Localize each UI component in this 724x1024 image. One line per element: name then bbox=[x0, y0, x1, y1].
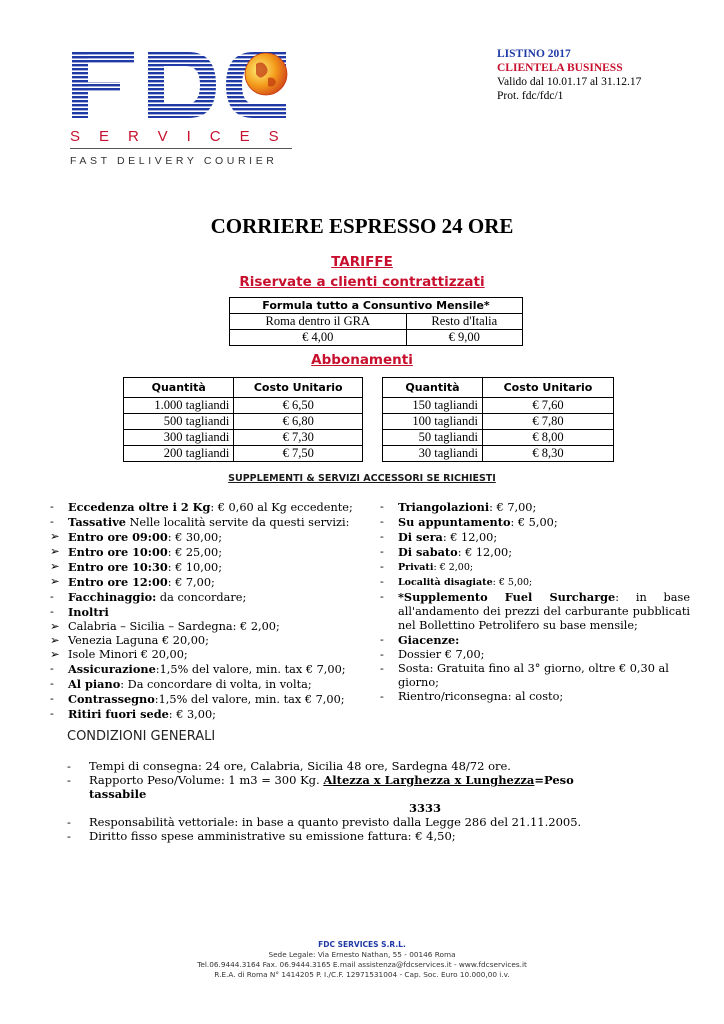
cost-cell: € 7,80 bbox=[482, 414, 613, 430]
list-item bbox=[50, 707, 362, 722]
item-label: Contrassegno bbox=[68, 692, 155, 706]
list-item bbox=[50, 605, 362, 620]
qty-cell: 200 tagliandi bbox=[124, 446, 234, 462]
dash-bullet: - bbox=[380, 648, 384, 661]
list-item bbox=[50, 515, 362, 530]
qty-cell: 150 tagliandi bbox=[383, 398, 483, 414]
item-text: : € 25,00; bbox=[167, 546, 223, 559]
item-label: *Supplemento Fuel Surcharge bbox=[398, 590, 616, 604]
item-text: da concordare; bbox=[156, 591, 247, 604]
arrow-bullet-icon: ➢ bbox=[50, 648, 60, 661]
condizioni-heading: CONDIZIONI GENERALI bbox=[67, 729, 216, 744]
qty-cell: 1.000 tagliandi bbox=[124, 398, 234, 414]
item-label: Entro ore 09:00 bbox=[68, 530, 168, 544]
list-item bbox=[380, 515, 690, 530]
condizioni-list bbox=[67, 759, 627, 843]
riservate-subheading: Riservate a clienti contrattizzati bbox=[239, 274, 485, 290]
item-text: Rientro/riconsegna: al costo; bbox=[398, 690, 564, 703]
item-text: : € 7,00; bbox=[489, 501, 537, 514]
item-text: : in base all'andamento dei prezzi del carburante pubblicati nel Bollettino Petrolifero su base mensile; bbox=[398, 591, 690, 632]
item-text: Sosta: Gratuita fino al 3° giorno, oltre € 0,30 al giorno; bbox=[398, 662, 669, 689]
footer bbox=[0, 940, 724, 980]
list-item bbox=[50, 560, 362, 575]
item-text: :1,5% del valore, min. tax € 7,00; bbox=[155, 663, 346, 676]
table-row bbox=[383, 430, 614, 446]
item-label: Giacenze: bbox=[398, 633, 460, 647]
dash-bullet: - bbox=[380, 530, 384, 543]
table-row bbox=[124, 446, 363, 462]
item-label: Assicurazione bbox=[68, 662, 156, 676]
abbonamenti-table-right bbox=[382, 377, 614, 462]
dash-bullet: - bbox=[380, 515, 384, 528]
qty-cell: 500 tagliandi bbox=[124, 414, 234, 430]
list-item bbox=[50, 634, 362, 648]
formula-col2-label: Resto d'Italia bbox=[406, 314, 522, 330]
logo-services-text: SERVICES bbox=[70, 128, 298, 145]
qty-cell: 50 tagliandi bbox=[383, 430, 483, 446]
item-text: Isole Minori € 20,00; bbox=[68, 648, 188, 661]
item-text: : € 7,00; bbox=[167, 576, 215, 589]
protocol-number: Prot. fdc/fdc/1 bbox=[497, 90, 564, 102]
cost-cell: € 7,50 bbox=[234, 446, 363, 462]
item-text: : € 5,00; bbox=[492, 577, 533, 588]
list-item bbox=[380, 648, 690, 662]
item-text: Calabria – Sicilia – Sardegna: € 2,00; bbox=[68, 620, 280, 633]
qty-header: Quantità bbox=[124, 378, 234, 398]
list-item bbox=[50, 545, 362, 560]
dash-bullet: - bbox=[50, 500, 54, 513]
supplementi-list-right bbox=[380, 500, 690, 704]
listino-label: LISTINO 2017 bbox=[497, 48, 571, 60]
table-row bbox=[124, 414, 363, 430]
list-item: - Diritto fisso spese amministrative su emissione fattura: € 4,50; bbox=[67, 829, 456, 843]
dash-bullet: - bbox=[50, 590, 54, 603]
list-item bbox=[380, 530, 690, 545]
table-row bbox=[383, 414, 614, 430]
dash-bullet: - bbox=[380, 500, 384, 513]
cost-cell: € 8,30 bbox=[482, 446, 613, 462]
list-item: - Responsabilità vettoriale: in base a quanto previsto dalla Legge 286 del 21.11.2005. bbox=[67, 815, 582, 829]
arrow-bullet-icon: ➢ bbox=[50, 620, 60, 633]
item-text: : € 12,00; bbox=[457, 546, 513, 559]
formula-col2-value: € 9,00 bbox=[406, 330, 522, 346]
item-text: : € 0,60 al Kg eccedente; bbox=[210, 501, 353, 514]
list-item bbox=[380, 575, 690, 590]
cost-header: Costo Unitario bbox=[482, 378, 613, 398]
validity-dates: Valido dal 10.01.17 al 31.12.17 bbox=[497, 76, 642, 88]
cost-cell: € 7,60 bbox=[482, 398, 613, 414]
abbonamenti-table-left bbox=[123, 377, 363, 462]
cost-cell: € 6,80 bbox=[234, 414, 363, 430]
list-item bbox=[380, 633, 690, 648]
item-text: : € 3,00; bbox=[168, 708, 216, 721]
list-item bbox=[50, 575, 362, 590]
condizioni-item: Rapporto Peso/Volume: 1 m3 = 300 Kg. bbox=[89, 773, 324, 787]
dash-bullet: - bbox=[50, 605, 54, 618]
cost-header: Costo Unitario bbox=[234, 378, 363, 398]
volume-divisor: 3333 bbox=[409, 801, 442, 815]
item-text: : € 30,00; bbox=[167, 531, 223, 544]
arrow-bullet-icon: ➢ bbox=[50, 634, 60, 647]
list-item: - Rapporto Peso/Volume: 1 m3 = 300 Kg. Altezza x Larghezza x Lunghezza=Peso tassabile 3333 bbox=[67, 773, 574, 815]
item-text: Venezia Laguna € 20,00; bbox=[68, 634, 209, 647]
list-item bbox=[380, 590, 690, 633]
list-item bbox=[380, 500, 690, 515]
list-item bbox=[50, 648, 362, 662]
arrow-bullet-icon: ➢ bbox=[50, 545, 60, 558]
list-item bbox=[50, 530, 362, 545]
list-item bbox=[50, 590, 362, 605]
arrow-bullet-icon: ➢ bbox=[50, 530, 60, 543]
item-label: Inoltri bbox=[68, 605, 109, 619]
dash-bullet: - bbox=[380, 560, 384, 573]
clientela-label: CLIENTELA BUSINESS bbox=[497, 62, 623, 74]
item-label: Triangolazioni bbox=[398, 500, 490, 514]
item-label: Di sabato bbox=[398, 545, 458, 559]
footer-contacts: Tel.06.9444.3164 Fax. 06.9444.3165 E.mail assistenza@fdcservices.it - www.fdcservices.it bbox=[197, 960, 527, 969]
list-item bbox=[380, 662, 690, 690]
list-item bbox=[50, 500, 362, 515]
item-text: :1,5% del valore, min. tax € 7,00; bbox=[154, 693, 345, 706]
item-label: Privati bbox=[398, 562, 434, 573]
list-item bbox=[50, 692, 362, 707]
list-item bbox=[50, 662, 362, 677]
supplementi-heading: SUPPLEMENTI & SERVIZI ACCESSORI SE RICHIESTI bbox=[228, 473, 496, 484]
logo-tagline: FAST DELIVERY COURIER bbox=[70, 155, 278, 167]
list-item bbox=[50, 620, 362, 634]
table-row bbox=[383, 446, 614, 462]
list-item bbox=[380, 545, 690, 560]
table-row bbox=[124, 430, 363, 446]
item-text: : € 12,00; bbox=[442, 531, 498, 544]
volume-formula: Altezza x Larghezza x Lunghezza bbox=[323, 773, 535, 787]
supplementi-list-left bbox=[50, 500, 362, 722]
item-text: : € 5,00; bbox=[510, 516, 558, 529]
page-title: CORRIERE ESPRESSO 24 ORE bbox=[210, 214, 514, 238]
footer-address: Sede Legale: Via Ernesto Nathan, 55 - 00146 Roma bbox=[268, 950, 456, 959]
arrow-bullet-icon: ➢ bbox=[50, 560, 60, 573]
item-label: Al piano bbox=[68, 677, 121, 691]
footer-registration: R.E.A. di Roma N° 1414205 P. I./C.F. 12971531004 - Cap. Soc. Euro 10.000,00 i.v. bbox=[214, 970, 510, 979]
dash-bullet: - bbox=[380, 633, 384, 646]
footer-company: FDC SERVICES S.R.L. bbox=[318, 940, 406, 949]
item-label: Ritiri fuori sede bbox=[68, 707, 169, 721]
formula-table bbox=[229, 297, 523, 346]
table-row bbox=[383, 398, 614, 414]
formula-col1-value: € 4,00 bbox=[230, 330, 407, 346]
item-text: : Da concordare di volta, in volta; bbox=[120, 678, 312, 691]
list-item bbox=[380, 560, 690, 575]
item-label: Entro ore 12:00 bbox=[68, 575, 168, 589]
cost-cell: € 8,00 bbox=[482, 430, 613, 446]
condizioni-item: Responsabilità vettoriale: in base a quanto previsto dalla Legge 286 del 21.11.2005. bbox=[89, 815, 582, 829]
volume-formula-result: =Peso tassabile bbox=[89, 773, 574, 801]
item-text: : € 2,00; bbox=[433, 562, 474, 573]
arrow-bullet-icon: ➢ bbox=[50, 575, 60, 588]
dash-bullet: - bbox=[380, 590, 384, 603]
item-label: Su appuntamento bbox=[398, 515, 511, 529]
table-row bbox=[124, 398, 363, 414]
qty-header: Quantità bbox=[383, 378, 483, 398]
tariffe-heading: TARIFFE bbox=[331, 254, 393, 270]
cost-cell: € 7,30 bbox=[234, 430, 363, 446]
item-label: Tassative bbox=[68, 515, 126, 529]
item-label: Eccedenza oltre i 2 Kg bbox=[68, 500, 211, 514]
dash-bullet: - bbox=[50, 662, 54, 675]
item-label: Località disagiate bbox=[398, 577, 493, 588]
formula-col1-label: Roma dentro il GRA bbox=[230, 314, 407, 330]
formula-header: Formula tutto a Consuntivo Mensile* bbox=[230, 298, 523, 314]
dash-bullet: - bbox=[380, 545, 384, 558]
logo-divider bbox=[70, 148, 292, 149]
condizioni-item: Diritto fisso spese amministrative su emissione fattura: € 4,50; bbox=[89, 829, 456, 843]
dash-bullet: - bbox=[380, 662, 384, 675]
qty-cell: 30 tagliandi bbox=[383, 446, 483, 462]
dash-bullet: - bbox=[50, 515, 54, 528]
cost-cell: € 6,50 bbox=[234, 398, 363, 414]
dash-bullet: - bbox=[380, 575, 384, 588]
dash-bullet: - bbox=[380, 690, 384, 703]
item-label: Entro ore 10:00 bbox=[68, 545, 168, 559]
list-item: - Tempi di consegna: 24 ore, Calabria, Sicilia 48 ore, Sardegna 48/72 ore. bbox=[67, 759, 511, 773]
dash-bullet: - bbox=[50, 677, 54, 690]
qty-cell: 300 tagliandi bbox=[124, 430, 234, 446]
dash-bullet: - bbox=[50, 707, 54, 720]
item-text: : € 10,00; bbox=[167, 561, 223, 574]
item-label: Facchinaggio: bbox=[68, 590, 157, 604]
dash-bullet: - bbox=[50, 692, 54, 705]
list-item bbox=[380, 690, 690, 704]
qty-cell: 100 tagliandi bbox=[383, 414, 483, 430]
item-text: Dossier € 7,00; bbox=[398, 648, 485, 661]
item-label: Entro ore 10:30 bbox=[68, 560, 168, 574]
abbonamenti-heading: Abbonamenti bbox=[311, 352, 413, 368]
item-label: Di sera bbox=[398, 530, 443, 544]
header-info bbox=[497, 47, 641, 103]
item-text: Nelle località servite da questi servizi: bbox=[125, 516, 350, 529]
list-item bbox=[50, 677, 362, 692]
condizioni-item: Tempi di consegna: 24 ore, Calabria, Sicilia 48 ore, Sardegna 48/72 ore. bbox=[89, 759, 511, 773]
